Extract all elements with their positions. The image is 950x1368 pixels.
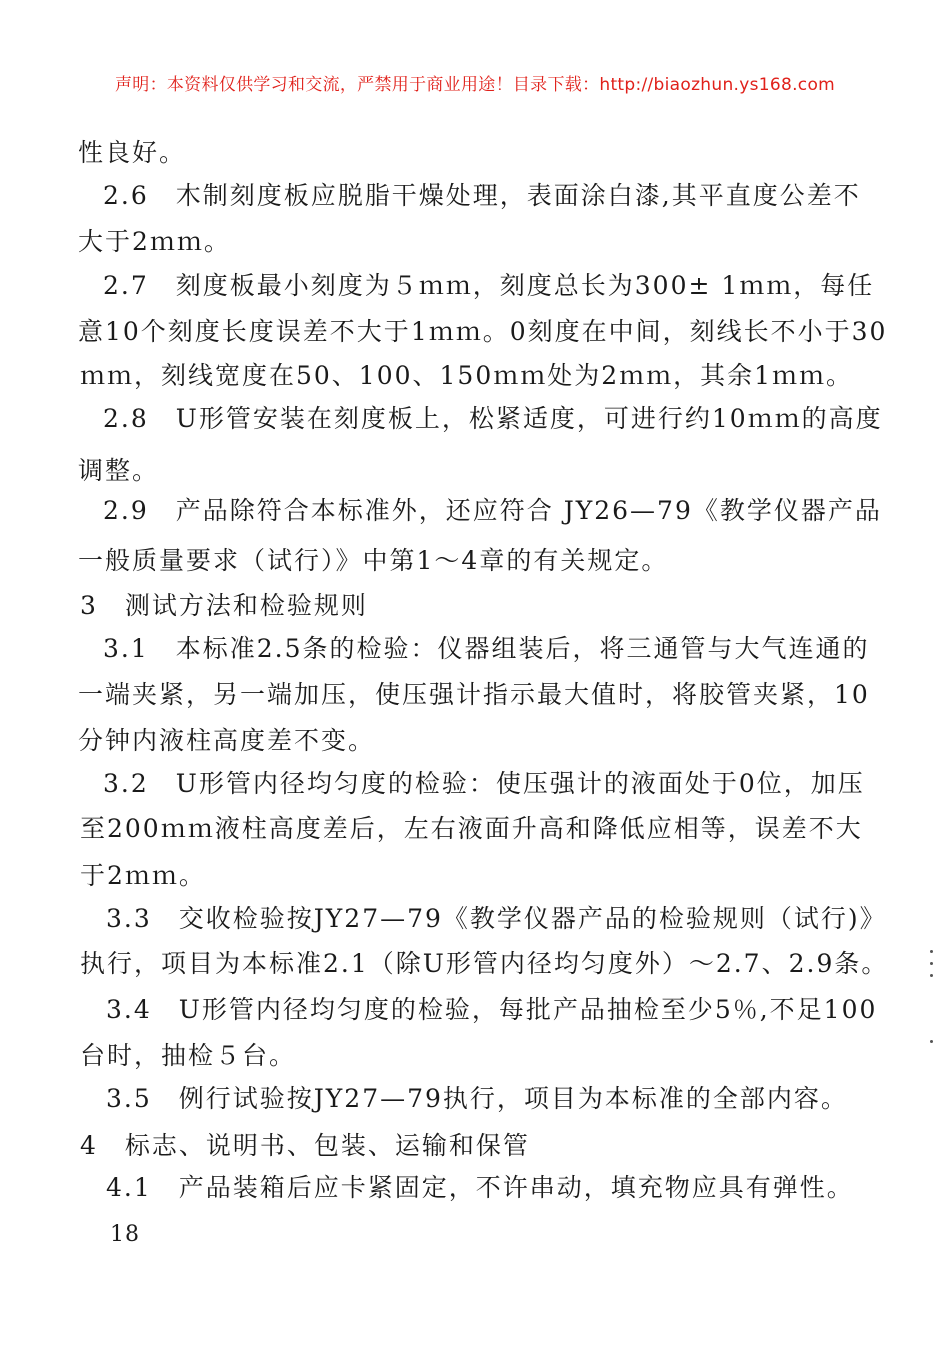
body-line: 性良好。 (78, 138, 187, 167)
clause-3-5: 3.5 例行试验按JY27—79执行，项目为本标准的全部内容。 (106, 1084, 848, 1113)
body-line: 意10个刻度长度误差不大于1ｍｍ。0刻度在中间，刻线长不小于30 (78, 317, 888, 346)
clause-3-2: 3.2 U形管内径均匀度的检验：使压强计的液面处于0位，加压 (103, 769, 865, 798)
clause-4-1: 4.1 产品装箱后应卡紧固定，不许串动，填充物应具有弹性。 (106, 1173, 854, 1202)
scan-speck (930, 950, 933, 953)
body-line: 于2ｍｍ。 (80, 861, 206, 890)
scan-speck (930, 1040, 933, 1043)
clause-2-7: 2.7 刻度板最小刻度为５ｍｍ，刻度总长为300± 1ｍｍ，每任 (103, 271, 875, 300)
clause-3-4: 3.4 U形管内径均匀度的检验，每批产品抽检至少5％,不足100 (106, 995, 878, 1024)
clause-3-1: 3.1 本标准2.5条的检验：仪器组装后，将三通管与大气连通的 (103, 634, 870, 663)
body-line: ｍｍ，刻线宽度在50、100、150ｍｍ处为2ｍｍ，其余1ｍｍ。 (80, 361, 854, 390)
body-line: 一般质量要求（试行）》中第1～4章的有关规定。 (78, 546, 669, 575)
body-line: 一端夹紧，另一端加压，使压强计指示最大值时，将胶管夹紧，10 (78, 680, 870, 709)
clause-2-6: 2.6 木制刻度板应脱脂干燥处理，表面涂白漆,其平直度公差不 (103, 181, 861, 210)
scan-speck (930, 974, 933, 977)
scan-speck (930, 962, 933, 965)
body-line: 大于2ｍｍ。 (78, 227, 231, 256)
clause-2-8: 2.8 U形管安装在刻度板上，松紧适度，可进行约10ｍｍ的高度 (103, 404, 883, 433)
clause-2-9: 2.9 产品除符合本标准外，还应符合 JY26—79《教学仪器产品 (103, 496, 882, 525)
clause-3-3: 3.3 交收检验按JY27—79《教学仪器产品的检验规则（试行)》 (106, 904, 887, 933)
section-heading-3: 3 测试方法和检验规则 (80, 591, 368, 620)
page-number: 18 (110, 1222, 140, 1247)
body-line: 调整。 (78, 456, 160, 485)
section-heading-4: 4 标志、说明书、包装、运输和保管 (80, 1131, 530, 1160)
body-line: 台时，抽检５台。 (80, 1041, 297, 1070)
body-line: 至200ｍｍ液柱高度差后，左右液面升高和降低应相等，误差不大 (80, 814, 863, 843)
body-line: 执行，项目为本标准2.1（除U形管内径均匀度外）～2.7、2.9条。 (80, 949, 889, 978)
disclaimer-notice: 声明：本资料仅供学习和交流，严禁用于商业用途！目录下载：http://biaozhun.ys168.com (114, 75, 836, 95)
body-line: 分钟内液柱高度差不变。 (78, 726, 376, 755)
